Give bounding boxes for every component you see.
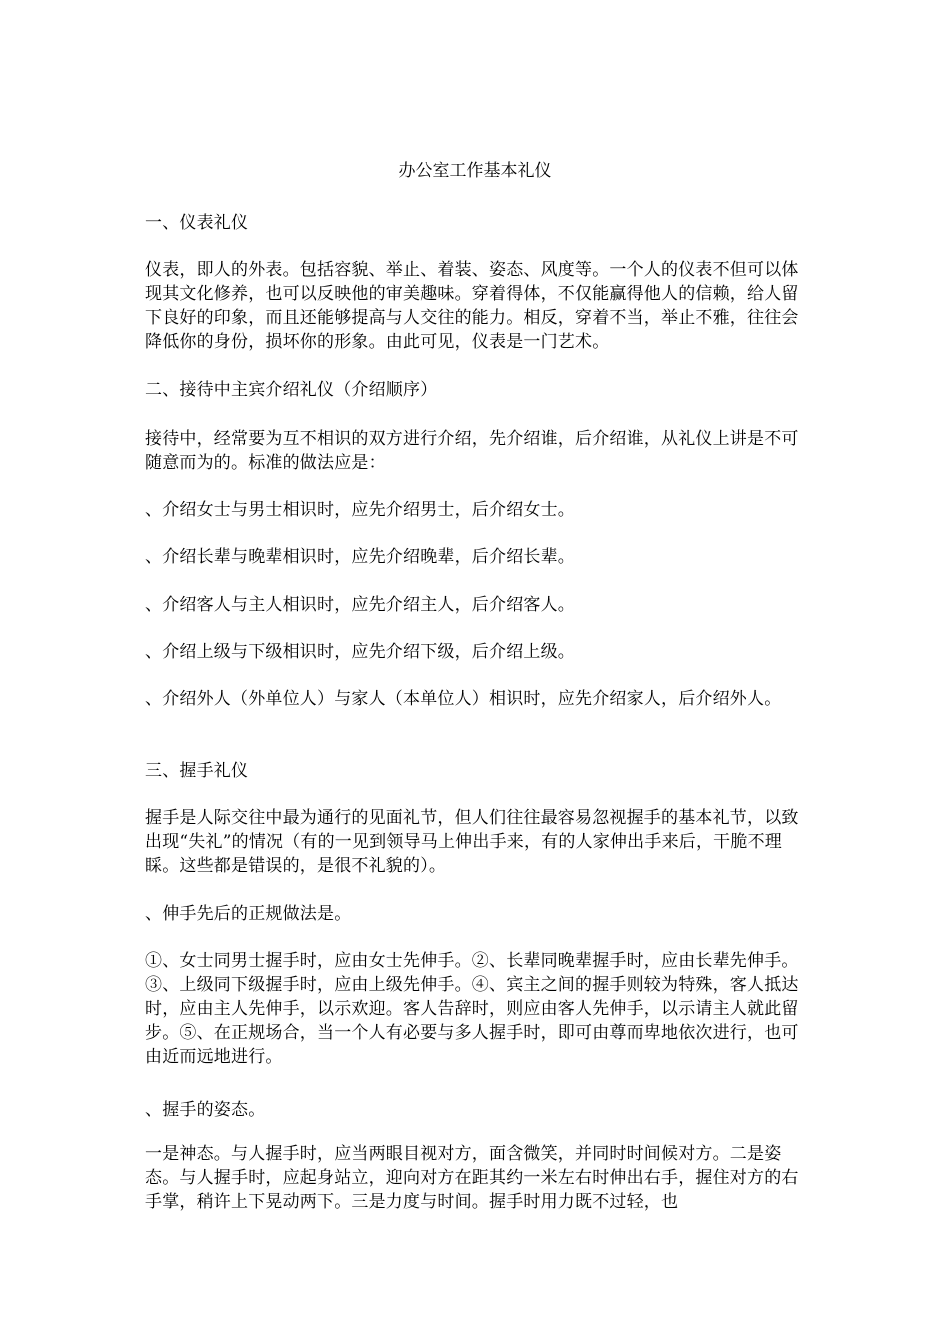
list-item: 、伸手先后的正规做法是。 [145,904,352,924]
list-item: 、介绍女士与男士相识时，应先介绍男士，后介绍女士。 [145,500,575,520]
list-item: 、握手的姿态。 [145,1100,266,1120]
section-2-heading: 二、接待中主宾介绍礼仪（介绍顺序） [145,380,438,400]
section-3-rules-paragraph: ①、女士同男士握手时，应由女士先伸手。②、长辈同晚辈握手时，应由长辈先伸手。③、上级同下级握手时，应由上级先伸手。④、宾主之间的握手则较为特殊，客人抵达时，应由主人先伸手，以示欢迎。客人告辞时，则应由客人先伸手，以示请主人就此留步。⑤、在正规场合，当一个人有必要与多人握手时，即可由尊而卑地依次进行，也可由近而远地进行。 [145,951,799,1067]
section-3-paragraph: 握手是人际交往中最为通行的见面礼节，但人们往往最容易忽视握手的基本礼节，以致出现“失礼”的情况（有的一见到领导马上伸出手来，有的人家伸出手来后，干脆不理睬。这些都是错误的，是很不礼貌的）。 [145,808,799,876]
section-1-heading: 一、仪表礼仪 [145,213,249,233]
section-3-heading: 三、握手礼仪 [145,761,249,781]
section-3-posture-paragraph: 一是神态。与人握手时，应当两眼目视对方，面含微笑，并同时时间候对方。二是姿态。与人握手时，应起身站立，迎向对方在距其约一米左右时伸出右手，握住对方的右手掌，稍许上下晃动两下。三是力度与时间。握手时用力既不过轻，也 [145,1144,799,1212]
document-title: 办公室工作基本礼仪 [398,161,552,181]
list-item: 、介绍外人（外单位人）与家人（本单位人）相识时，应先介绍家人，后介绍外人。 [145,689,782,709]
list-item: 、介绍上级与下级相识时，应先介绍下级，后介绍上级。 [145,642,575,662]
section-1-paragraph: 仪表，即人的外表。包括容貌、举止、着装、姿态、风度等。一个人的仪表不但可以体现其文化修养，也可以反映他的审美趣味。穿着得体，不仅能赢得他人的信赖，给人留下良好的印象，而且还能够提高与人交往的能力。相反，穿着不当，举止不雅，往往会降低你的身份，损坏你的形象。由此可见，仪表是一门艺术。 [145,260,799,352]
list-item: 、介绍客人与主人相识时，应先介绍主人，后介绍客人。 [145,595,575,615]
section-2-paragraph: 接待中，经常要为互不相识的双方进行介绍，先介绍谁，后介绍谁，从礼仪上讲是不可随意而为的。标准的做法应是： [145,429,799,473]
list-item: 、介绍长辈与晚辈相识时，应先介绍晚辈，后介绍长辈。 [145,547,575,567]
